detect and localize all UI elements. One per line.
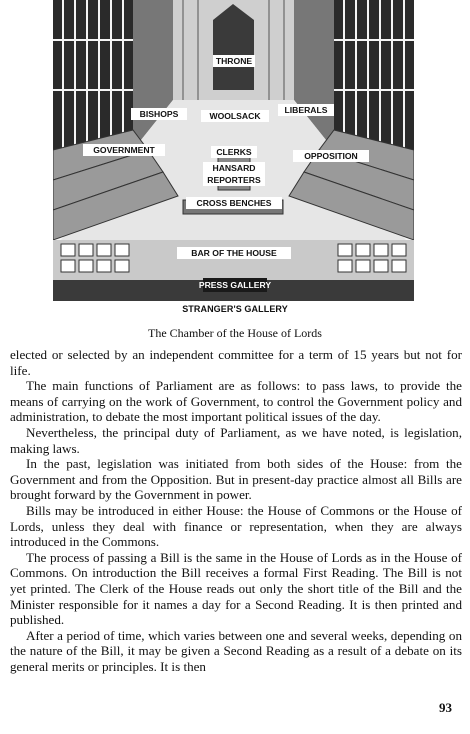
- paragraph: Nevertheless, the principal duty of Parliament, as we have noted, is legislation, making laws.: [10, 424, 462, 456]
- figure-caption: The Chamber of the House of Lords: [148, 326, 322, 340]
- paragraph: In the past, legislation was initiated from both sides of the House: from the Government and from the Opposition. But in present-day practice almost all Bills are brought forward by the Government in power.: [10, 456, 462, 503]
- page-number: 93: [439, 700, 452, 715]
- paragraph: elected or selected by an independent committee for a term of 15 years but not for life.: [10, 347, 462, 378]
- body-text: [10, 347, 462, 674]
- label-liberals: LIBERALS: [284, 105, 328, 115]
- label-bar-of-the-house: BAR OF THE HOUSE: [191, 248, 277, 258]
- label-government: GOVERNMENT: [93, 145, 155, 155]
- label-opposition: OPPOSITION: [304, 151, 358, 161]
- label-press-gallery: PRESS GALLERY: [198, 280, 272, 290]
- paragraph: The process of passing a Bill is the same in the House of Lords as in the House of Commons. On introduction the Bill receives a formal First Reading. The Bill is not yet printed. The Clerk of the House reads out only the short title of the Bill and the Minister responsible for it names a day for a Second Reading. It is then printed and published.: [10, 549, 462, 628]
- house-of-lords-illustration: [53, 0, 414, 301]
- label-throne: THRONE: [215, 56, 253, 66]
- paragraph: Bills may be introduced in either House: the House of Commons or the House of Lords, unless they deal with finance or representation, when they are always introduced in the Commons.: [10, 502, 462, 550]
- label-bishops: BISHOPS: [139, 109, 179, 119]
- paragraph: The main functions of Parliament are as follows: to pass laws, to provide the means of carrying on the work of Government, to control the Government policy and administration, to debate the most important political issues of the day.: [10, 378, 462, 425]
- label-cross-benches: CROSS BENCHES: [196, 198, 272, 208]
- label-woolsack: WOOLSACK: [209, 111, 261, 121]
- strangers-gallery-caption: STRANGER'S GALLERY: [182, 304, 288, 314]
- label-reporters: REPORTERS: [207, 175, 261, 185]
- label-hansard: HANSARD: [212, 163, 256, 173]
- label-clerks: CLERKS: [216, 147, 252, 157]
- paragraph: After a period of time, which varies between one and several weeks, depending on the nature of the Bill, it may be given a Second Reading as a result of a debate on its general merits or principles. It is then: [10, 627, 462, 674]
